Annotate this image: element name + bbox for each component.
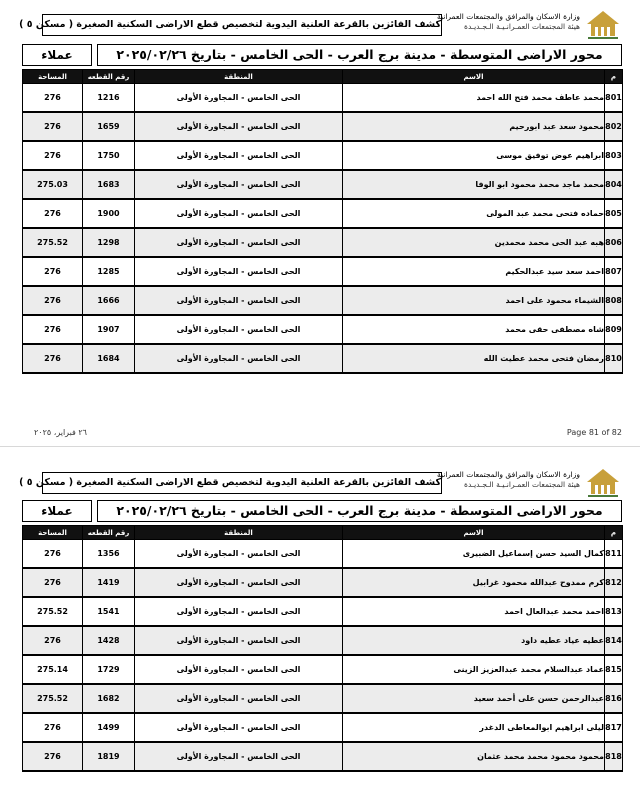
winner-name: شاه مصطفى حقى محمد [343, 315, 605, 344]
document-title: كشف الفائزين بالقرعة العلنية اليدوية لتخصيص قطع الاراضى السكنية الصغيرة ( مسكن ٥ ) [42, 14, 442, 36]
row-number: 807 [605, 257, 623, 286]
table-row [23, 655, 623, 684]
winner-name: احمد محمد عبدالعال احمد [343, 597, 605, 626]
table-row [23, 568, 623, 597]
plot-number: 1298 [83, 228, 135, 257]
plot-size: 275.14 [23, 655, 83, 684]
footer-date: ٢٦ فبراير، ٢٠٢٥ [34, 428, 87, 437]
client-type-label: عملاء [22, 500, 92, 522]
table-row [23, 112, 623, 141]
plot-size: 276 [23, 84, 83, 113]
table-row [23, 597, 623, 626]
ministry-name [430, 12, 580, 32]
table-row [23, 540, 623, 569]
table-row [23, 228, 623, 257]
column-header-size: المساحة [23, 70, 83, 84]
winner-name: عبدالرحمن حسن على أحمد سعيد [343, 684, 605, 713]
page-header [19, 12, 622, 38]
table-row [23, 286, 623, 315]
row-number: 808 [605, 286, 623, 315]
footer-page-number: Page 81 of 82 [566, 428, 622, 437]
plot-number: 1907 [83, 315, 135, 344]
plot-number: 1750 [83, 141, 135, 170]
area-name: الحى الخامس - المجاورة الأولى [135, 141, 343, 170]
plot-size: 275.52 [23, 228, 83, 257]
ministry-line: وزارة الاسكان والمرافق والمجتمعات العمرانية [436, 470, 580, 479]
row-number: 818 [605, 742, 623, 771]
plot-size: 275.03 [23, 170, 83, 199]
column-header-size: المساحة [23, 526, 83, 540]
table-row [23, 199, 623, 228]
area-name: الحى الخامس - المجاورة الأولى [135, 684, 343, 713]
plot-size: 276 [23, 286, 83, 315]
table-row [23, 626, 623, 655]
column-header-name: الاسم [343, 526, 605, 540]
ministry-name [430, 470, 580, 490]
plot-size: 276 [23, 626, 83, 655]
ministry-line: وزارة الاسكان والمرافق والمجتمعات العمرانية [436, 12, 580, 21]
plot-number: 1683 [83, 170, 135, 199]
area-name: الحى الخامس - المجاورة الأولى [135, 199, 343, 228]
winner-name: محمد ماجد محمد محمود ابو الوفا [343, 170, 605, 199]
column-header-area: المنطقة [135, 70, 343, 84]
row-number: 809 [605, 315, 623, 344]
plot-size: 276 [23, 257, 83, 286]
document-subtitle: محور الاراضى المتوسطة - مدينة برج العرب - الحى الخامس - بتاريخ ٢٠٢٥/٠٢/٢٦ [97, 44, 622, 66]
winner-name: كمال السيد حسن إسماعيل الضبيرى [343, 540, 605, 569]
plot-number: 1729 [83, 655, 135, 684]
authority-logo-icon [584, 466, 622, 500]
area-name: الحى الخامس - المجاورة الأولى [135, 713, 343, 742]
table-header-row [23, 526, 623, 540]
table-row [23, 170, 623, 199]
winner-name: كرم ممدوح عبدالله محمود غرابيل [343, 568, 605, 597]
area-name: الحى الخامس - المجاورة الأولى [135, 257, 343, 286]
column-header-plot: رقم القطعه [83, 70, 135, 84]
area-name: الحى الخامس - المجاورة الأولى [135, 112, 343, 141]
area-name: الحى الخامس - المجاورة الأولى [135, 228, 343, 257]
area-name: الحى الخامس - المجاورة الأولى [135, 655, 343, 684]
area-name: الحى الخامس - المجاورة الأولى [135, 540, 343, 569]
table-row [23, 141, 623, 170]
plot-size: 275.52 [23, 597, 83, 626]
column-header-m: م [605, 526, 623, 540]
row-number: 812 [605, 568, 623, 597]
plot-number: 1659 [83, 112, 135, 141]
row-number: 801 [605, 84, 623, 113]
winner-name: عطيه عياد عطيه داود [343, 626, 605, 655]
area-name: الحى الخامس - المجاورة الأولى [135, 170, 343, 199]
area-name: الحى الخامس - المجاورة الأولى [135, 84, 343, 113]
page-header [19, 470, 622, 496]
plot-number: 1666 [83, 286, 135, 315]
area-name: الحى الخامس - المجاورة الأولى [135, 626, 343, 655]
plot-number: 1682 [83, 684, 135, 713]
authority-line: هيئة المجتمعات العمـرانـيـة الـجـديـدة [464, 480, 580, 489]
winner-name: محمد عاطف محمد فتح الله احمد [343, 84, 605, 113]
table-row [23, 84, 623, 113]
row-number: 803 [605, 141, 623, 170]
winners-table-page-1 [22, 69, 623, 374]
plot-number: 1541 [83, 597, 135, 626]
area-name: الحى الخامس - المجاورة الأولى [135, 742, 343, 771]
winner-name: احمد سعد سيد عبدالحكيم [343, 257, 605, 286]
column-header-m: م [605, 70, 623, 84]
authority-line: هيئة المجتمعات العمـرانـيـة الـجـديـدة [464, 22, 580, 31]
plot-size: 276 [23, 141, 83, 170]
client-type-label: عملاء [22, 44, 92, 66]
winner-name: رمضان فتحى محمد عطيت الله [343, 344, 605, 373]
winners-table-page-2 [22, 525, 623, 772]
table-row [23, 684, 623, 713]
plot-number: 1216 [83, 84, 135, 113]
row-number: 805 [605, 199, 623, 228]
table-row [23, 742, 623, 771]
document-subtitle: محور الاراضى المتوسطة - مدينة برج العرب - الحى الخامس - بتاريخ ٢٠٢٥/٠٢/٢٦ [97, 500, 622, 522]
document-title: كشف الفائزين بالقرعة العلنية اليدوية لتخصيص قطع الاراضى السكنية الصغيرة ( مسكن ٥ ) [42, 472, 442, 494]
table-row [23, 344, 623, 373]
row-number: 817 [605, 713, 623, 742]
row-number: 814 [605, 626, 623, 655]
winner-name: هبه عبد الحى محمد محمدين [343, 228, 605, 257]
row-number: 804 [605, 170, 623, 199]
plot-number: 1684 [83, 344, 135, 373]
column-header-name: الاسم [343, 70, 605, 84]
plot-size: 275.52 [23, 684, 83, 713]
plot-size: 276 [23, 344, 83, 373]
plot-size: 276 [23, 713, 83, 742]
plot-number: 1819 [83, 742, 135, 771]
plot-size: 276 [23, 199, 83, 228]
authority-logo-icon [584, 8, 622, 42]
plot-number: 1900 [83, 199, 135, 228]
table-row [23, 713, 623, 742]
plot-number: 1419 [83, 568, 135, 597]
winner-name: محمود سعد عبد ابورحيم [343, 112, 605, 141]
table-row [23, 315, 623, 344]
subtitle-bar [22, 500, 622, 520]
row-number: 810 [605, 344, 623, 373]
plot-size: 276 [23, 112, 83, 141]
row-number: 813 [605, 597, 623, 626]
winner-name: ليلى ابراهيم ابوالمعاطى الدغدر [343, 713, 605, 742]
plot-size: 276 [23, 742, 83, 771]
winner-name: ابراهيم عوض توفيق موسى [343, 141, 605, 170]
row-number: 802 [605, 112, 623, 141]
row-number: 816 [605, 684, 623, 713]
plot-number: 1428 [83, 626, 135, 655]
plot-number: 1285 [83, 257, 135, 286]
row-number: 811 [605, 540, 623, 569]
column-header-area: المنطقة [135, 526, 343, 540]
table-header-row [23, 70, 623, 84]
area-name: الحى الخامس - المجاورة الأولى [135, 568, 343, 597]
row-number: 815 [605, 655, 623, 684]
plot-number: 1499 [83, 713, 135, 742]
row-number: 806 [605, 228, 623, 257]
winner-name: حماده فتحى محمد عبد المولى [343, 199, 605, 228]
plot-size: 276 [23, 540, 83, 569]
area-name: الحى الخامس - المجاورة الأولى [135, 315, 343, 344]
plot-size: 276 [23, 315, 83, 344]
area-name: الحى الخامس - المجاورة الأولى [135, 597, 343, 626]
area-name: الحى الخامس - المجاورة الأولى [135, 286, 343, 315]
column-header-plot: رقم القطعه [83, 526, 135, 540]
page-separator [0, 446, 640, 447]
plot-number: 1356 [83, 540, 135, 569]
winner-name: محمود محمود محمد محمد عثمان [343, 742, 605, 771]
area-name: الحى الخامس - المجاورة الأولى [135, 344, 343, 373]
subtitle-bar [22, 44, 622, 64]
winner-name: عماد عبدالسلام محمد عبدالعزيز الزينى [343, 655, 605, 684]
table-row [23, 257, 623, 286]
plot-size: 276 [23, 568, 83, 597]
winner-name: الشيماء محمود على احمد [343, 286, 605, 315]
